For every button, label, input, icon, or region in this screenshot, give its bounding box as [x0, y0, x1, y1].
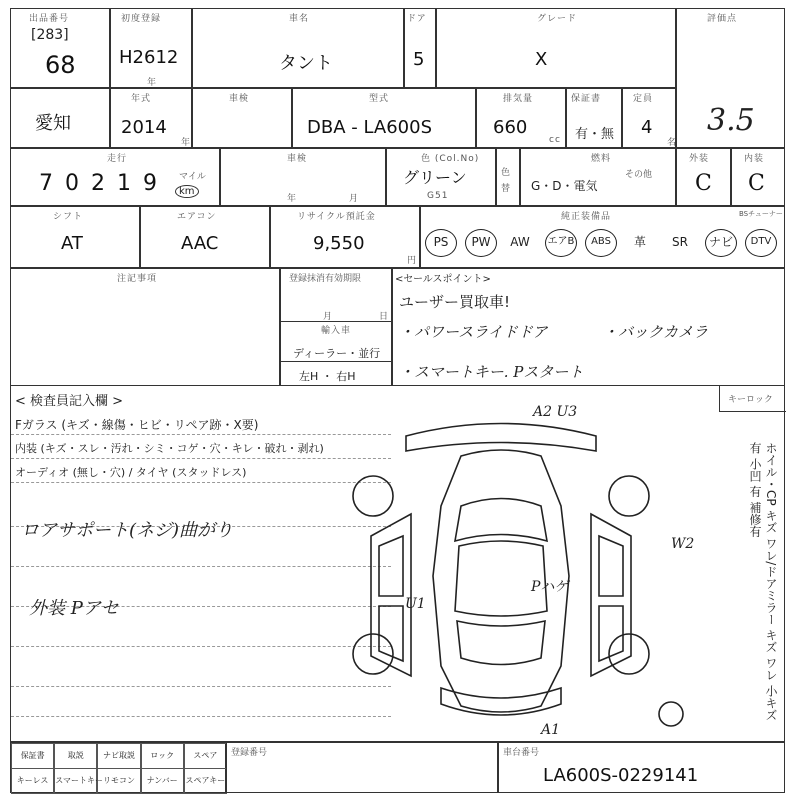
interior-value: C	[748, 171, 765, 196]
footer-cell: 保証書	[11, 743, 54, 769]
divider	[281, 361, 391, 362]
inspector-area	[10, 386, 785, 742]
divider	[281, 321, 391, 322]
diagram-mark-left: U1	[405, 596, 426, 612]
year-unit: 年	[181, 138, 192, 148]
grade-label: グレード	[537, 14, 578, 24]
chassis-cell	[498, 742, 785, 793]
recycle-value: 9,550	[313, 233, 365, 254]
equipment-item: AW	[510, 235, 530, 249]
shift-cell	[10, 206, 140, 268]
sales-line4: ・スマートキー. Pスタート	[399, 363, 584, 381]
footer-cell: ロック	[141, 743, 184, 769]
reg-no-cell	[226, 742, 498, 793]
reg-day: 日	[379, 312, 390, 322]
color-code: G51	[427, 191, 449, 201]
inspection-month: 月	[349, 194, 360, 204]
footer-cell: キーレス	[11, 768, 54, 794]
year-cell	[110, 88, 192, 148]
model-label: 型式	[369, 94, 390, 104]
auction-sheet	[10, 8, 785, 793]
inspector-line2: 内装 (キズ・スレ・汚れ・シミ・コゲ・穴・キレ・破れ・剥れ)	[15, 442, 324, 455]
side-vertical-text: ホイル・CP キズ ワレ/ドアミラー キズ ワレ 小キズ 有 小凹 有 補修有	[748, 442, 778, 721]
equipment-cell	[420, 206, 785, 268]
fuel-other: その他	[625, 170, 653, 180]
equipment-item: ABS	[585, 229, 617, 257]
warranty-label: 保証書	[571, 94, 602, 104]
sales-label: <セールスポイント>	[395, 274, 491, 285]
key-lock-label: キーロック	[728, 395, 773, 405]
mileage-unit: km	[175, 185, 199, 198]
year-value: 2014	[121, 117, 167, 138]
sales-line2: ・パワースライドドア	[399, 323, 548, 341]
diagram-mark-bottom: A1	[541, 722, 561, 738]
steering: 左H ・ 右H	[299, 370, 356, 383]
chassis-label: 車台番号	[503, 748, 540, 758]
first-reg-unit: 年	[147, 78, 158, 88]
ac-label: エアコン	[177, 212, 217, 222]
footer-cell: スペアキー	[184, 768, 227, 794]
mileage-value: 70219	[39, 171, 169, 196]
warranty-value: 有・無	[575, 127, 615, 142]
equipment-list	[425, 229, 785, 259]
fuel-value: G・D・電気	[531, 179, 598, 193]
lot-number: 68	[45, 51, 76, 79]
footer-cells	[10, 742, 226, 793]
mileage-cell	[10, 148, 220, 206]
exterior-cell	[676, 148, 731, 206]
lot-cell	[10, 8, 110, 88]
footer-cell: スマートキー	[54, 768, 97, 794]
equipment-label: 純正装備品	[561, 212, 612, 222]
diagram-mark-top: A2 U3	[533, 404, 578, 420]
lot-code: [283]	[31, 27, 69, 43]
inspection-label: 車検	[287, 154, 308, 164]
model-value: DBA - LA600S	[307, 117, 432, 138]
inspection-cell	[220, 148, 386, 206]
inspector-title: < 検査員記入欄 >	[15, 394, 124, 409]
color-cell	[386, 148, 496, 206]
car-name-label: 車名	[289, 14, 310, 24]
equipment-item: PS	[425, 229, 457, 257]
equipment-item: 革	[633, 235, 646, 249]
inspector-line1: Fガラス (キズ・線傷・ヒビ・リペア跡・X要)	[15, 418, 259, 432]
footer-cell: スペア	[184, 743, 227, 769]
equipment-item: PW	[465, 229, 497, 257]
fuel-label: 燃料	[591, 154, 612, 164]
reg-no-label: 登録番号	[231, 748, 268, 758]
cc-unit: cc	[549, 135, 561, 145]
color-change: 色替	[501, 168, 512, 194]
equipment-item: ナビ	[705, 229, 737, 257]
car-diagram	[311, 396, 691, 736]
lot-label: 出品番号	[29, 14, 70, 24]
fuel-cell	[520, 148, 676, 206]
ac-cell	[140, 206, 270, 268]
recycle-label: リサイクル預託金	[297, 212, 376, 222]
cc-cell	[476, 88, 566, 148]
shaken-cell	[192, 88, 292, 148]
color-label: 色 (Col.No)	[421, 154, 480, 164]
seats-value: 4	[641, 117, 653, 138]
equipment-right-label: BSチューナー	[739, 210, 783, 218]
seats-label: 定員	[633, 94, 654, 104]
mileage-label: 走行	[107, 154, 128, 164]
region-value: 愛知	[35, 113, 71, 134]
interior-label: 内装	[744, 154, 765, 164]
inspector-line3: オーディオ (無し・穴) / タイヤ (スタッドレス)	[15, 466, 247, 479]
chassis-value: LA600S-0229141	[543, 765, 699, 786]
recycle-unit: 円	[407, 256, 418, 266]
sales-line1: ユーザー買取車!	[399, 293, 511, 311]
notes-label: 注記事項	[117, 274, 158, 284]
door-label: ドア	[407, 14, 427, 24]
interior-cell	[731, 148, 785, 206]
seats-cell	[622, 88, 676, 148]
import-label: 輸入車	[321, 326, 352, 336]
region-cell	[10, 88, 110, 148]
color-change-cell	[496, 148, 520, 206]
door-value: 5	[413, 49, 425, 70]
sales-line3: ・バックカメラ	[603, 323, 709, 341]
cc-value: 660	[493, 117, 528, 138]
first-reg-value: H2612	[119, 47, 179, 68]
exterior-value: C	[695, 171, 712, 196]
inspector-note1: ロアサポート(ネジ)曲がり	[21, 520, 234, 541]
first-reg-cell	[110, 8, 192, 88]
import-type: ディーラー・並行	[293, 347, 381, 360]
seats-unit: 名	[667, 138, 678, 148]
key-lock-box	[719, 386, 786, 412]
equipment-item: エアB	[545, 229, 577, 257]
shaken-label: 車検	[229, 94, 250, 104]
equipment-item: DTV	[745, 229, 777, 257]
footer-cell: ナンバー	[141, 768, 184, 794]
footer-grid	[11, 743, 227, 794]
ac-value: AAC	[181, 233, 219, 254]
grade-cell	[436, 8, 676, 88]
shift-value: AT	[61, 233, 83, 254]
inspection-year: 年	[287, 194, 298, 204]
reg-expiry-cell	[280, 268, 392, 386]
mileage-alt: マイル	[179, 172, 206, 182]
reg-month: 月	[323, 312, 334, 322]
door-cell	[404, 8, 436, 88]
reg-expiry-label: 登録抹消有効期限	[289, 274, 362, 284]
recycle-cell	[270, 206, 420, 268]
diagram-mark-center: Pハゲ	[531, 579, 569, 595]
year-label: 年式	[131, 94, 152, 104]
equipment-item: SR	[672, 235, 688, 249]
model-cell	[292, 88, 476, 148]
shift-label: シフト	[53, 212, 84, 222]
exterior-label: 外装	[689, 154, 710, 164]
inspector-note2: 外装 Pアセ	[29, 598, 119, 619]
score-cell	[676, 8, 785, 148]
first-reg-label: 初度登録	[121, 14, 162, 24]
score-label: 評価点	[707, 14, 738, 24]
cc-label: 排気量	[503, 94, 534, 104]
grade-value: X	[535, 49, 548, 70]
sales-point-cell	[392, 268, 785, 386]
notes-cell	[10, 268, 280, 386]
footer-cell: 取説	[54, 743, 97, 769]
color-value: グリーン	[403, 168, 467, 187]
footer-cell: リモコン	[97, 768, 140, 794]
score-value: 3.5	[707, 103, 755, 138]
car-name-value: タント	[279, 53, 333, 74]
warranty-cell	[566, 88, 622, 148]
footer-cell: ナビ取説	[97, 743, 140, 769]
diagram-mark-right: W2	[671, 536, 695, 552]
car-name-cell	[192, 8, 404, 88]
